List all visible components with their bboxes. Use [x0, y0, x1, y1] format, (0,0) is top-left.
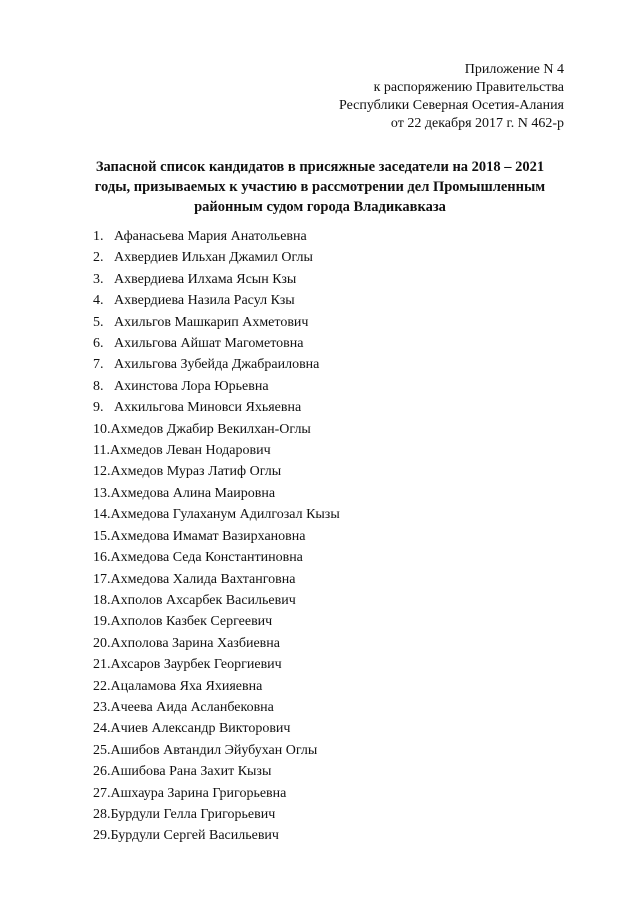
candidate-name: Ачиев Александр Викторович: [110, 721, 291, 737]
annex-number: Приложение N 4: [464, 62, 564, 77]
list-item-number: 4.: [93, 293, 104, 309]
list-item-number: 19.: [93, 614, 111, 630]
list-item-number: 24.: [93, 721, 111, 737]
candidate-name: Бурдули Сергей Васильевич: [110, 828, 279, 844]
list-item: [93, 654, 340, 675]
list-item: [93, 676, 340, 697]
list-item-number: 20.: [93, 635, 111, 651]
candidate-name: Ахмедова Алина Маировна: [110, 485, 276, 501]
list-item-number: 3.: [93, 271, 104, 287]
list-item: [93, 740, 340, 761]
list-item: [93, 633, 340, 654]
list-item: [93, 504, 340, 525]
list-item: [93, 825, 340, 846]
list-item: [93, 376, 340, 397]
list-item-number: 23.: [93, 699, 111, 715]
list-item-number: 29.: [93, 828, 111, 844]
candidate-name: Ахполова Зарина Хазбиевна: [110, 635, 280, 651]
list-item-number: 7.: [93, 357, 104, 373]
candidate-name: Ахмедова Халида Вахтанговна: [110, 571, 296, 587]
candidate-name: Ашхаура Зарина Григорьевна: [110, 785, 287, 801]
annex-government: Республики Северная Осетия-Алания: [339, 98, 564, 113]
list-item-number: 22.: [93, 678, 111, 694]
candidate-name: Ахполов Ахсарбек Васильевич: [110, 592, 296, 608]
candidate-name: Ахинстова Лора Юрьевна: [114, 378, 269, 394]
list-item: [93, 783, 340, 804]
title-line: районным судом города Владикавказа: [194, 199, 446, 215]
candidate-name: Ахвердиев Ильхан Джамил Оглы: [114, 250, 313, 266]
title-line: Запасной список кандидатов в присяжные заседатели на 2018 – 2021: [95, 159, 545, 175]
candidate-name: Ахвердиева Илхама Ясын Кзы: [114, 271, 297, 287]
list-item-number: 18.: [93, 592, 111, 608]
list-item: [93, 718, 340, 739]
list-item-number: 11.: [93, 443, 110, 459]
candidate-name: Ахмедов Леван Нодарович: [109, 443, 271, 459]
list-item-number: 2.: [93, 250, 104, 266]
list-item-number: 14.: [93, 507, 111, 523]
list-item-number: 15.: [93, 528, 111, 544]
list-item: [93, 440, 340, 461]
list-item-number: 13.: [93, 485, 111, 501]
list-item-number: 6.: [93, 336, 104, 352]
candidate-name: Ахмедов Джабир Векилхан-Оглы: [110, 421, 311, 437]
candidate-name: Ашибов Автандил Эйубухан Оглы: [110, 742, 318, 758]
list-item-number: 12.: [93, 464, 111, 480]
candidate-name: Ахкильгова Миновси Яхьяевна: [114, 400, 302, 416]
candidate-name: Ахполов Казбек Сергеевич: [110, 614, 273, 630]
list-item: [93, 397, 340, 418]
candidate-name: Ахильгова Айшат Магометовна: [114, 336, 304, 352]
list-item: [93, 569, 340, 590]
annex-date: от 22 декабря 2017 г. N 462-р: [390, 116, 564, 131]
candidate-name: Ахмедова Седа Константиновна: [110, 550, 303, 566]
candidate-name: Ахильгов Машкарип Ахметович: [114, 314, 309, 330]
list-item-number: 9.: [93, 400, 104, 416]
list-item: [93, 761, 340, 782]
list-item: [93, 290, 340, 311]
list-item: [93, 547, 340, 568]
candidate-name: Ахмедова Гулаханум Адилгозал Кызы: [110, 507, 340, 523]
list-item-number: 5.: [93, 314, 104, 330]
list-item: [93, 526, 340, 547]
list-item: [93, 226, 340, 247]
candidate-name: Ахсаров Заурбек Георгиевич: [110, 657, 282, 673]
candidate-name: Афанасьева Мария Анатольевна: [114, 229, 307, 244]
list-item: [93, 483, 340, 504]
candidate-name: Ашибова Рана Захит Кызы: [110, 764, 272, 780]
list-item-number: 26.: [93, 764, 111, 780]
list-item: [93, 269, 340, 290]
candidate-list: [93, 226, 340, 847]
list-item: [93, 590, 340, 611]
annex-reference-block: [339, 61, 564, 133]
title-line: годы, призываемых к участию в рассмотрении дел Промышленным: [94, 179, 546, 195]
list-item: [93, 419, 340, 440]
candidate-name: Ахильгова Зубейда Джабраиловна: [114, 357, 320, 373]
list-item-number: 17.: [93, 571, 111, 587]
list-item-number: 27.: [93, 785, 111, 801]
annex-order-reference: к распоряжению Правительства: [373, 80, 564, 95]
list-item-number: 25.: [93, 742, 111, 758]
list-item: [93, 461, 340, 482]
list-item: [93, 312, 340, 333]
list-item: [93, 333, 340, 354]
list-item: [93, 247, 340, 268]
list-item-number: 21.: [93, 657, 111, 673]
list-item: [93, 354, 340, 375]
candidate-name: Ачеева Аида Асланбековна: [110, 699, 274, 715]
candidate-name: Ацаламова Яха Яхияевна: [110, 678, 263, 694]
candidate-name: Ахвердиева Назила Расул Кзы: [114, 293, 295, 309]
candidate-name: Ахмедова Имамат Вазирхановна: [110, 528, 306, 544]
candidate-name: Бурдули Гелла Григорьевич: [110, 806, 276, 822]
list-item-number: 8.: [93, 378, 104, 394]
list-item-number: 16.: [93, 550, 111, 566]
candidate-name: Ахмедов Мураз Латиф Оглы: [110, 464, 282, 480]
list-item: [93, 611, 340, 632]
list-item-number: 28.: [93, 806, 111, 822]
list-item: [93, 804, 340, 825]
list-item: [93, 697, 340, 718]
document-title: [60, 157, 580, 217]
list-item-number: 10.: [93, 421, 111, 437]
list-item-number: 1.: [93, 229, 104, 244]
